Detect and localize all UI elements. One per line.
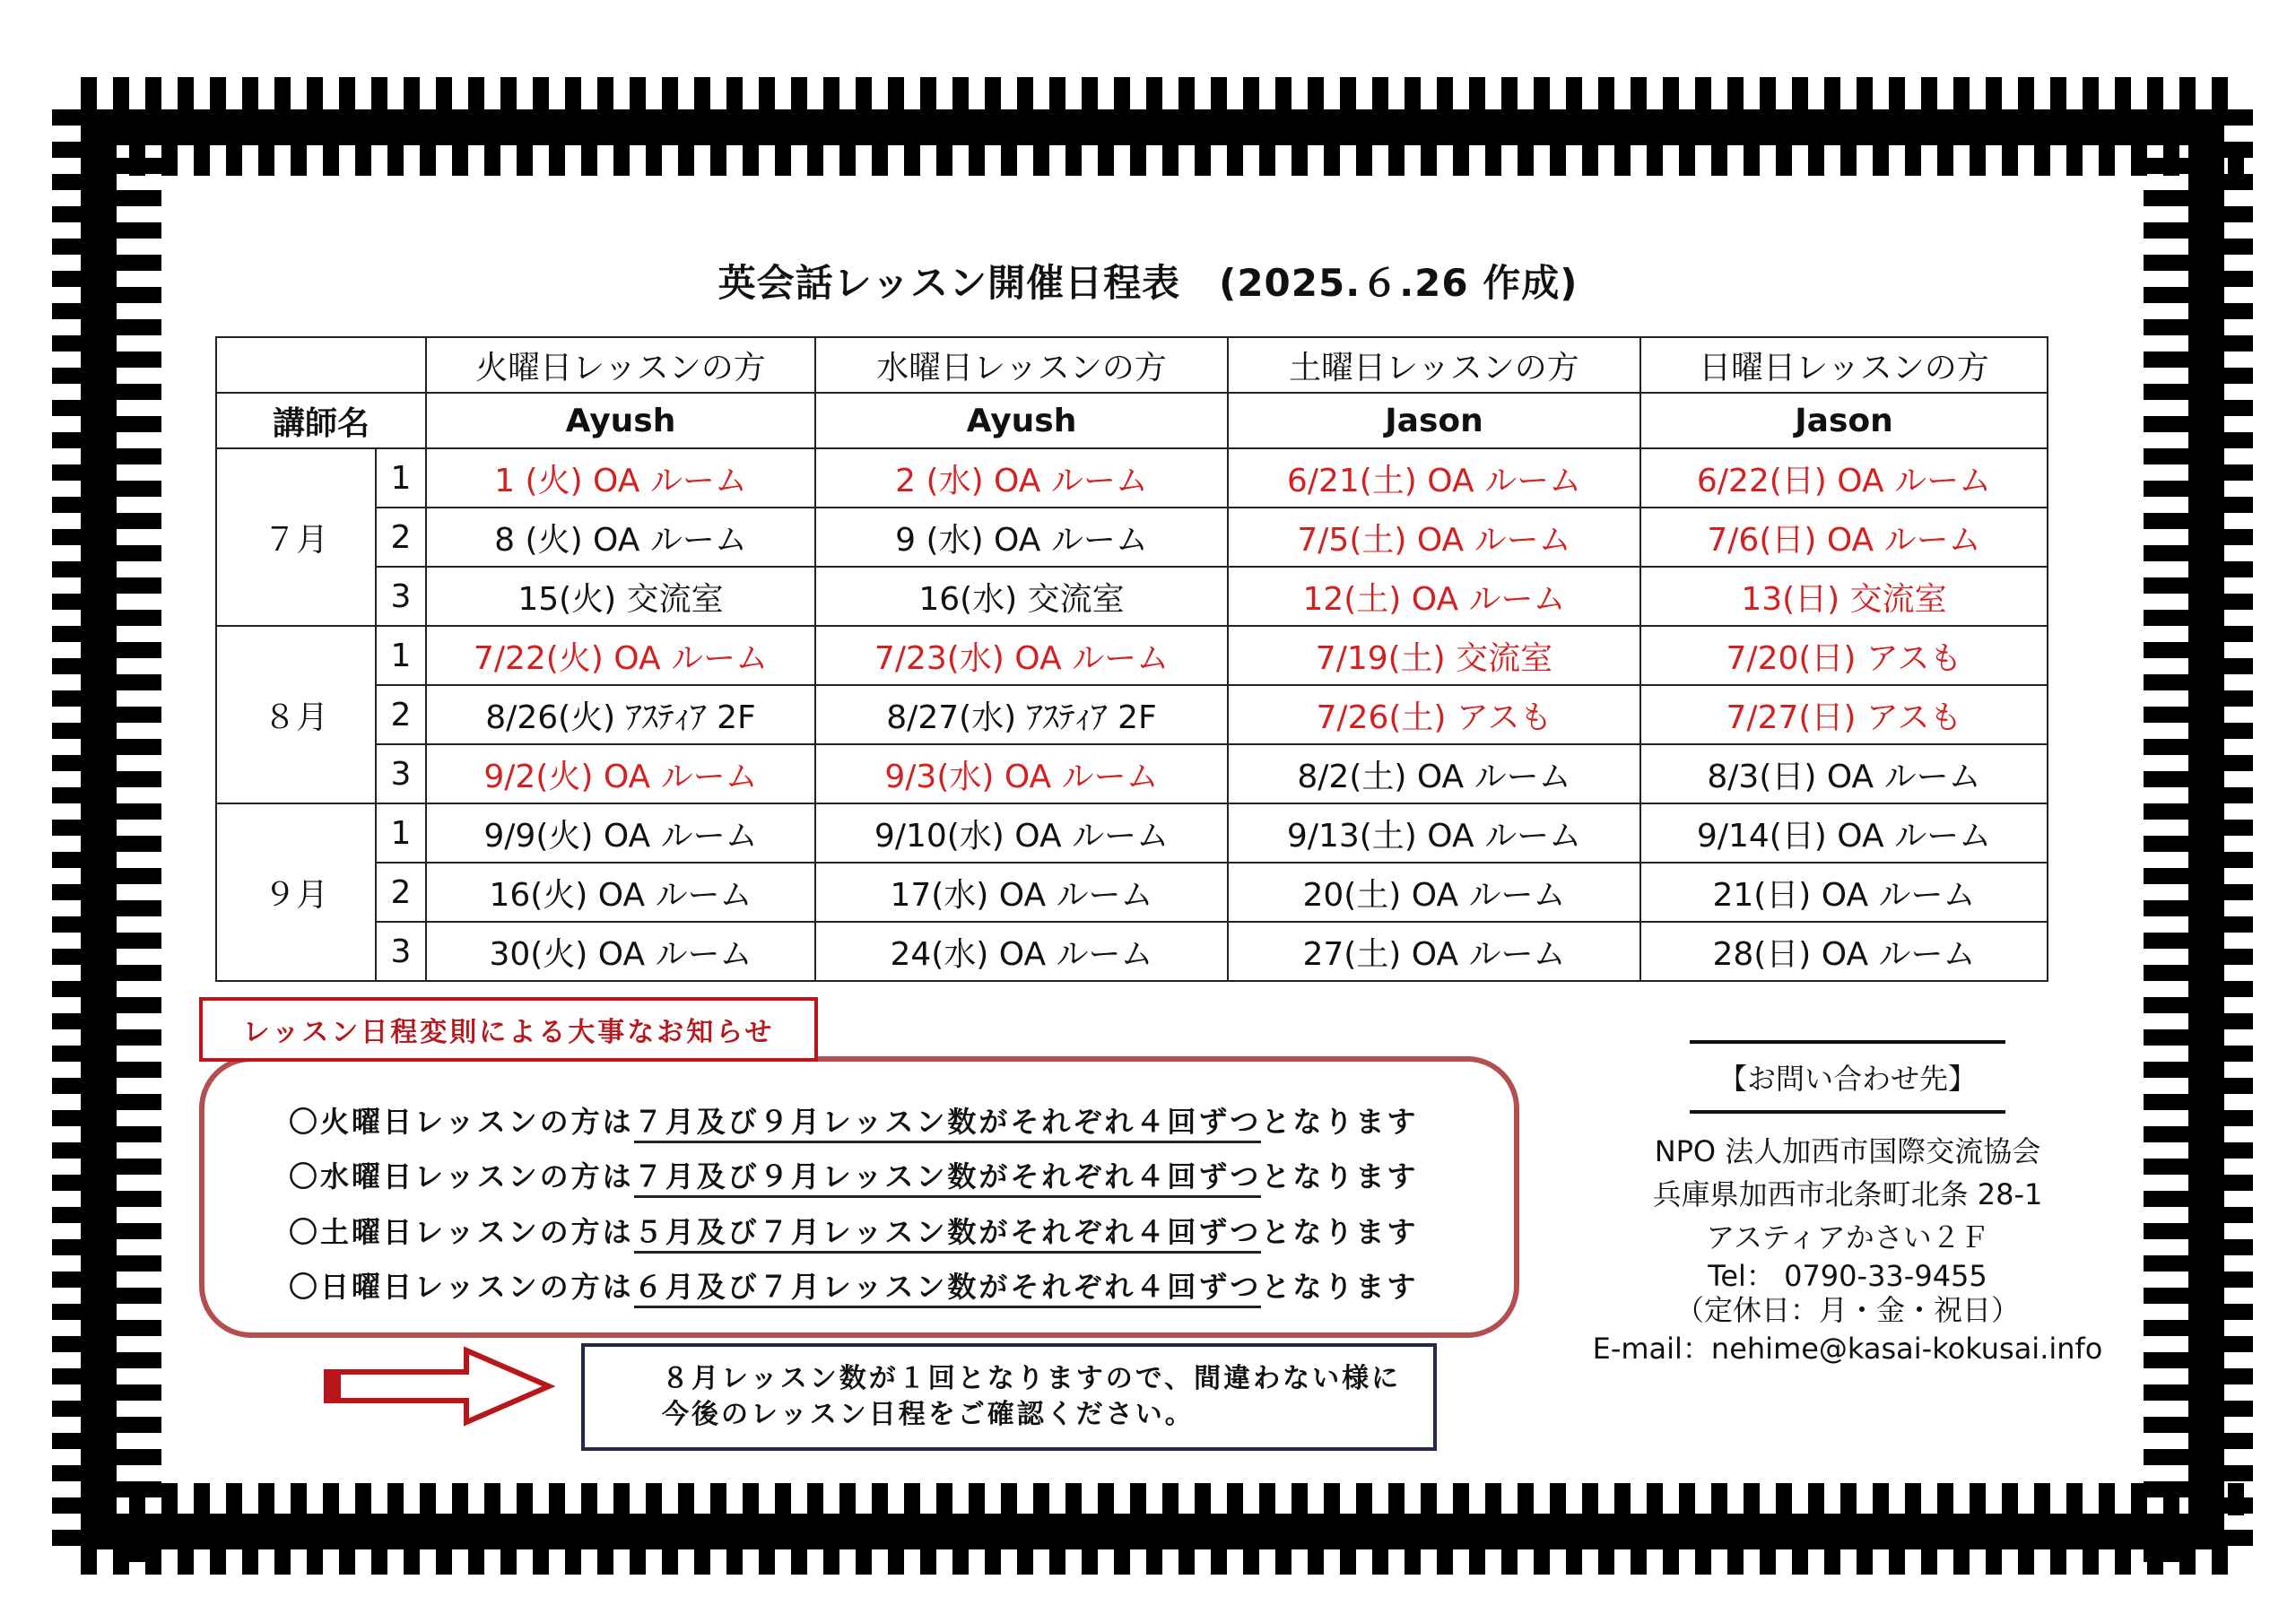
lesson-cell: 7/22(火) OA ルーム	[426, 626, 815, 685]
table-row	[216, 567, 2048, 626]
contact-org: NPO 法人加西市国際交流協会	[1654, 1134, 2041, 1168]
notice-line-under: ７月及び９月レッスン数がそれぞれ４回ずつ	[634, 1159, 1262, 1198]
lesson-cell: 20(土) OA ルーム	[1228, 863, 1640, 922]
message-line-2: 今後のレッスン日程をご確認ください。	[662, 1399, 1195, 1430]
lesson-number: 1	[376, 626, 426, 685]
notice-line-post: となります	[1261, 1105, 1419, 1139]
lesson-cell: 8/27(水) ｱｽﾃｨｱ 2F	[815, 685, 1228, 744]
lesson-cell: 7/19(土) 交流室	[1228, 626, 1640, 685]
notice-line-pre: 〇水曜日レッスンの方は	[289, 1159, 634, 1193]
message-line-1: ８月レッスン数が１回となりますので、間違わない様に	[662, 1363, 1402, 1394]
lesson-cell: 30(火) OA ルーム	[426, 922, 815, 981]
lesson-cell: 7/23(水) OA ルーム	[815, 626, 1228, 685]
lesson-cell: 9/3(水) OA ルーム	[815, 744, 1228, 803]
notice-line	[289, 1154, 1418, 1195]
lesson-cell: 9/13(土) OA ルーム	[1228, 803, 1640, 863]
lesson-cell: 24(水) OA ルーム	[815, 922, 1228, 981]
month-label: ７月	[216, 448, 376, 626]
table-row	[216, 508, 2048, 567]
table-row	[216, 685, 2048, 744]
lesson-cell: 7/5(土) OA ルーム	[1228, 508, 1640, 567]
lesson-cell: 16(水) 交流室	[815, 567, 1228, 626]
lesson-number: 2	[376, 508, 426, 567]
page-title: 英会話レッスン開催日程表 (2025.６.26 作成)	[718, 261, 1578, 305]
notice-line-pre: 〇火曜日レッスンの方は	[289, 1105, 634, 1139]
lesson-number: 1	[376, 803, 426, 863]
header-blank-cell	[216, 337, 426, 393]
instructor-name: Jason	[1640, 393, 2048, 448]
lesson-cell: 6/22(日) OA ルーム	[1640, 448, 2048, 508]
instructor-name: Ayush	[426, 393, 815, 448]
instructor-name: Jason	[1228, 393, 1640, 448]
lesson-cell: 7/6(日) OA ルーム	[1640, 508, 2048, 567]
lesson-cell: 12(土) OA ルーム	[1228, 567, 1640, 626]
lesson-cell: 17(水) OA ルーム	[815, 863, 1228, 922]
instructor-name: Ayush	[815, 393, 1228, 448]
contact-holiday: （定休日：月・金・祝日）	[1674, 1293, 2020, 1327]
table-row	[216, 803, 2048, 863]
notice-line-post: となります	[1261, 1270, 1419, 1304]
notice-line-post: となります	[1261, 1215, 1419, 1249]
lesson-cell: 8 (火) OA ルーム	[426, 508, 815, 567]
lesson-number: 3	[376, 922, 426, 981]
instructor-row	[216, 393, 2048, 448]
lesson-cell: 15(火) 交流室	[426, 567, 815, 626]
column-header: 火曜日レッスンの方	[426, 337, 815, 393]
notice-line-under: ５月及び７月レッスン数がそれぞれ４回ずつ	[634, 1215, 1262, 1254]
lesson-number: 2	[376, 863, 426, 922]
notice-line-post: となります	[1261, 1159, 1419, 1193]
column-header: 土曜日レッスンの方	[1228, 337, 1640, 393]
lesson-cell: 6/21(土) OA ルーム	[1228, 448, 1640, 508]
header-row	[216, 337, 2048, 393]
lesson-cell: 7/27(日) アスも	[1640, 685, 2048, 744]
column-header: 日曜日レッスンの方	[1640, 337, 2048, 393]
month-label: ８月	[216, 626, 376, 803]
lesson-cell: 16(火) OA ルーム	[426, 863, 815, 922]
lesson-cell: 21(日) OA ルーム	[1640, 863, 2048, 922]
lesson-cell: 13(日) 交流室	[1640, 567, 2048, 626]
contact-building: アスティアかさい２Ｆ	[1706, 1220, 1989, 1254]
table-row	[216, 863, 2048, 922]
notice-line-pre: 〇日曜日レッスンの方は	[289, 1270, 634, 1304]
table-row	[216, 922, 2048, 981]
column-header: 水曜日レッスンの方	[815, 337, 1228, 393]
lesson-cell: 9/14(日) OA ルーム	[1640, 803, 2048, 863]
lesson-cell: 1 (火) OA ルーム	[426, 448, 815, 508]
notice-line	[289, 1210, 1418, 1251]
lesson-cell: 8/3(日) OA ルーム	[1640, 744, 2048, 803]
lesson-cell: 7/20(日) アスも	[1640, 626, 2048, 685]
instructor-label: 講師名	[216, 393, 426, 448]
notice-line	[289, 1264, 1418, 1306]
contact-block	[1561, 1040, 2135, 1370]
table-row	[216, 626, 2048, 685]
notice-heading: レッスン日程変則による大事なお知らせ	[199, 997, 818, 1062]
lesson-cell: 9 (水) OA ルーム	[815, 508, 1228, 567]
lesson-number: 3	[376, 567, 426, 626]
lesson-number: 1	[376, 448, 426, 508]
lesson-number: 2	[376, 685, 426, 744]
contact-label: 【お問い合わせ先】	[1718, 1062, 1977, 1096]
contact-tel: Tel： 0790-33-9455	[1708, 1259, 1987, 1293]
lesson-cell: 9/2(火) OA ルーム	[426, 744, 815, 803]
notice-line-pre: 〇土曜日レッスンの方は	[289, 1215, 634, 1249]
lesson-cell: 9/10(水) OA ルーム	[815, 803, 1228, 863]
contact-email[interactable]: E-mail：nehime@kasai-kokusai.info	[1592, 1332, 2103, 1366]
right-arrow-icon	[323, 1345, 556, 1428]
contact-address: 兵庫県加西市北条町北条 28-1	[1652, 1177, 2043, 1211]
lesson-cell: 8/26(火) ｱｽﾃｨｱ 2F	[426, 685, 815, 744]
schedule-table	[215, 336, 2048, 982]
notice-line	[289, 1099, 1418, 1141]
message-box	[581, 1343, 1437, 1451]
lesson-cell: 28(日) OA ルーム	[1640, 922, 2048, 981]
lesson-cell: 7/26(土) アスも	[1228, 685, 1640, 744]
lesson-number: 3	[376, 744, 426, 803]
notice-line-under: ６月及び７月レッスン数がそれぞれ４回ずつ	[634, 1270, 1262, 1308]
month-label: ９月	[216, 803, 376, 981]
lesson-cell: 2 (水) OA ルーム	[815, 448, 1228, 508]
table-row	[216, 744, 2048, 803]
lesson-cell: 9/9(火) OA ルーム	[426, 803, 815, 863]
notice-line-under: ７月及び９月レッスン数がそれぞれ４回ずつ	[634, 1105, 1262, 1143]
lesson-cell: 8/2(土) OA ルーム	[1228, 744, 1640, 803]
lesson-cell: 27(土) OA ルーム	[1228, 922, 1640, 981]
table-row	[216, 448, 2048, 508]
